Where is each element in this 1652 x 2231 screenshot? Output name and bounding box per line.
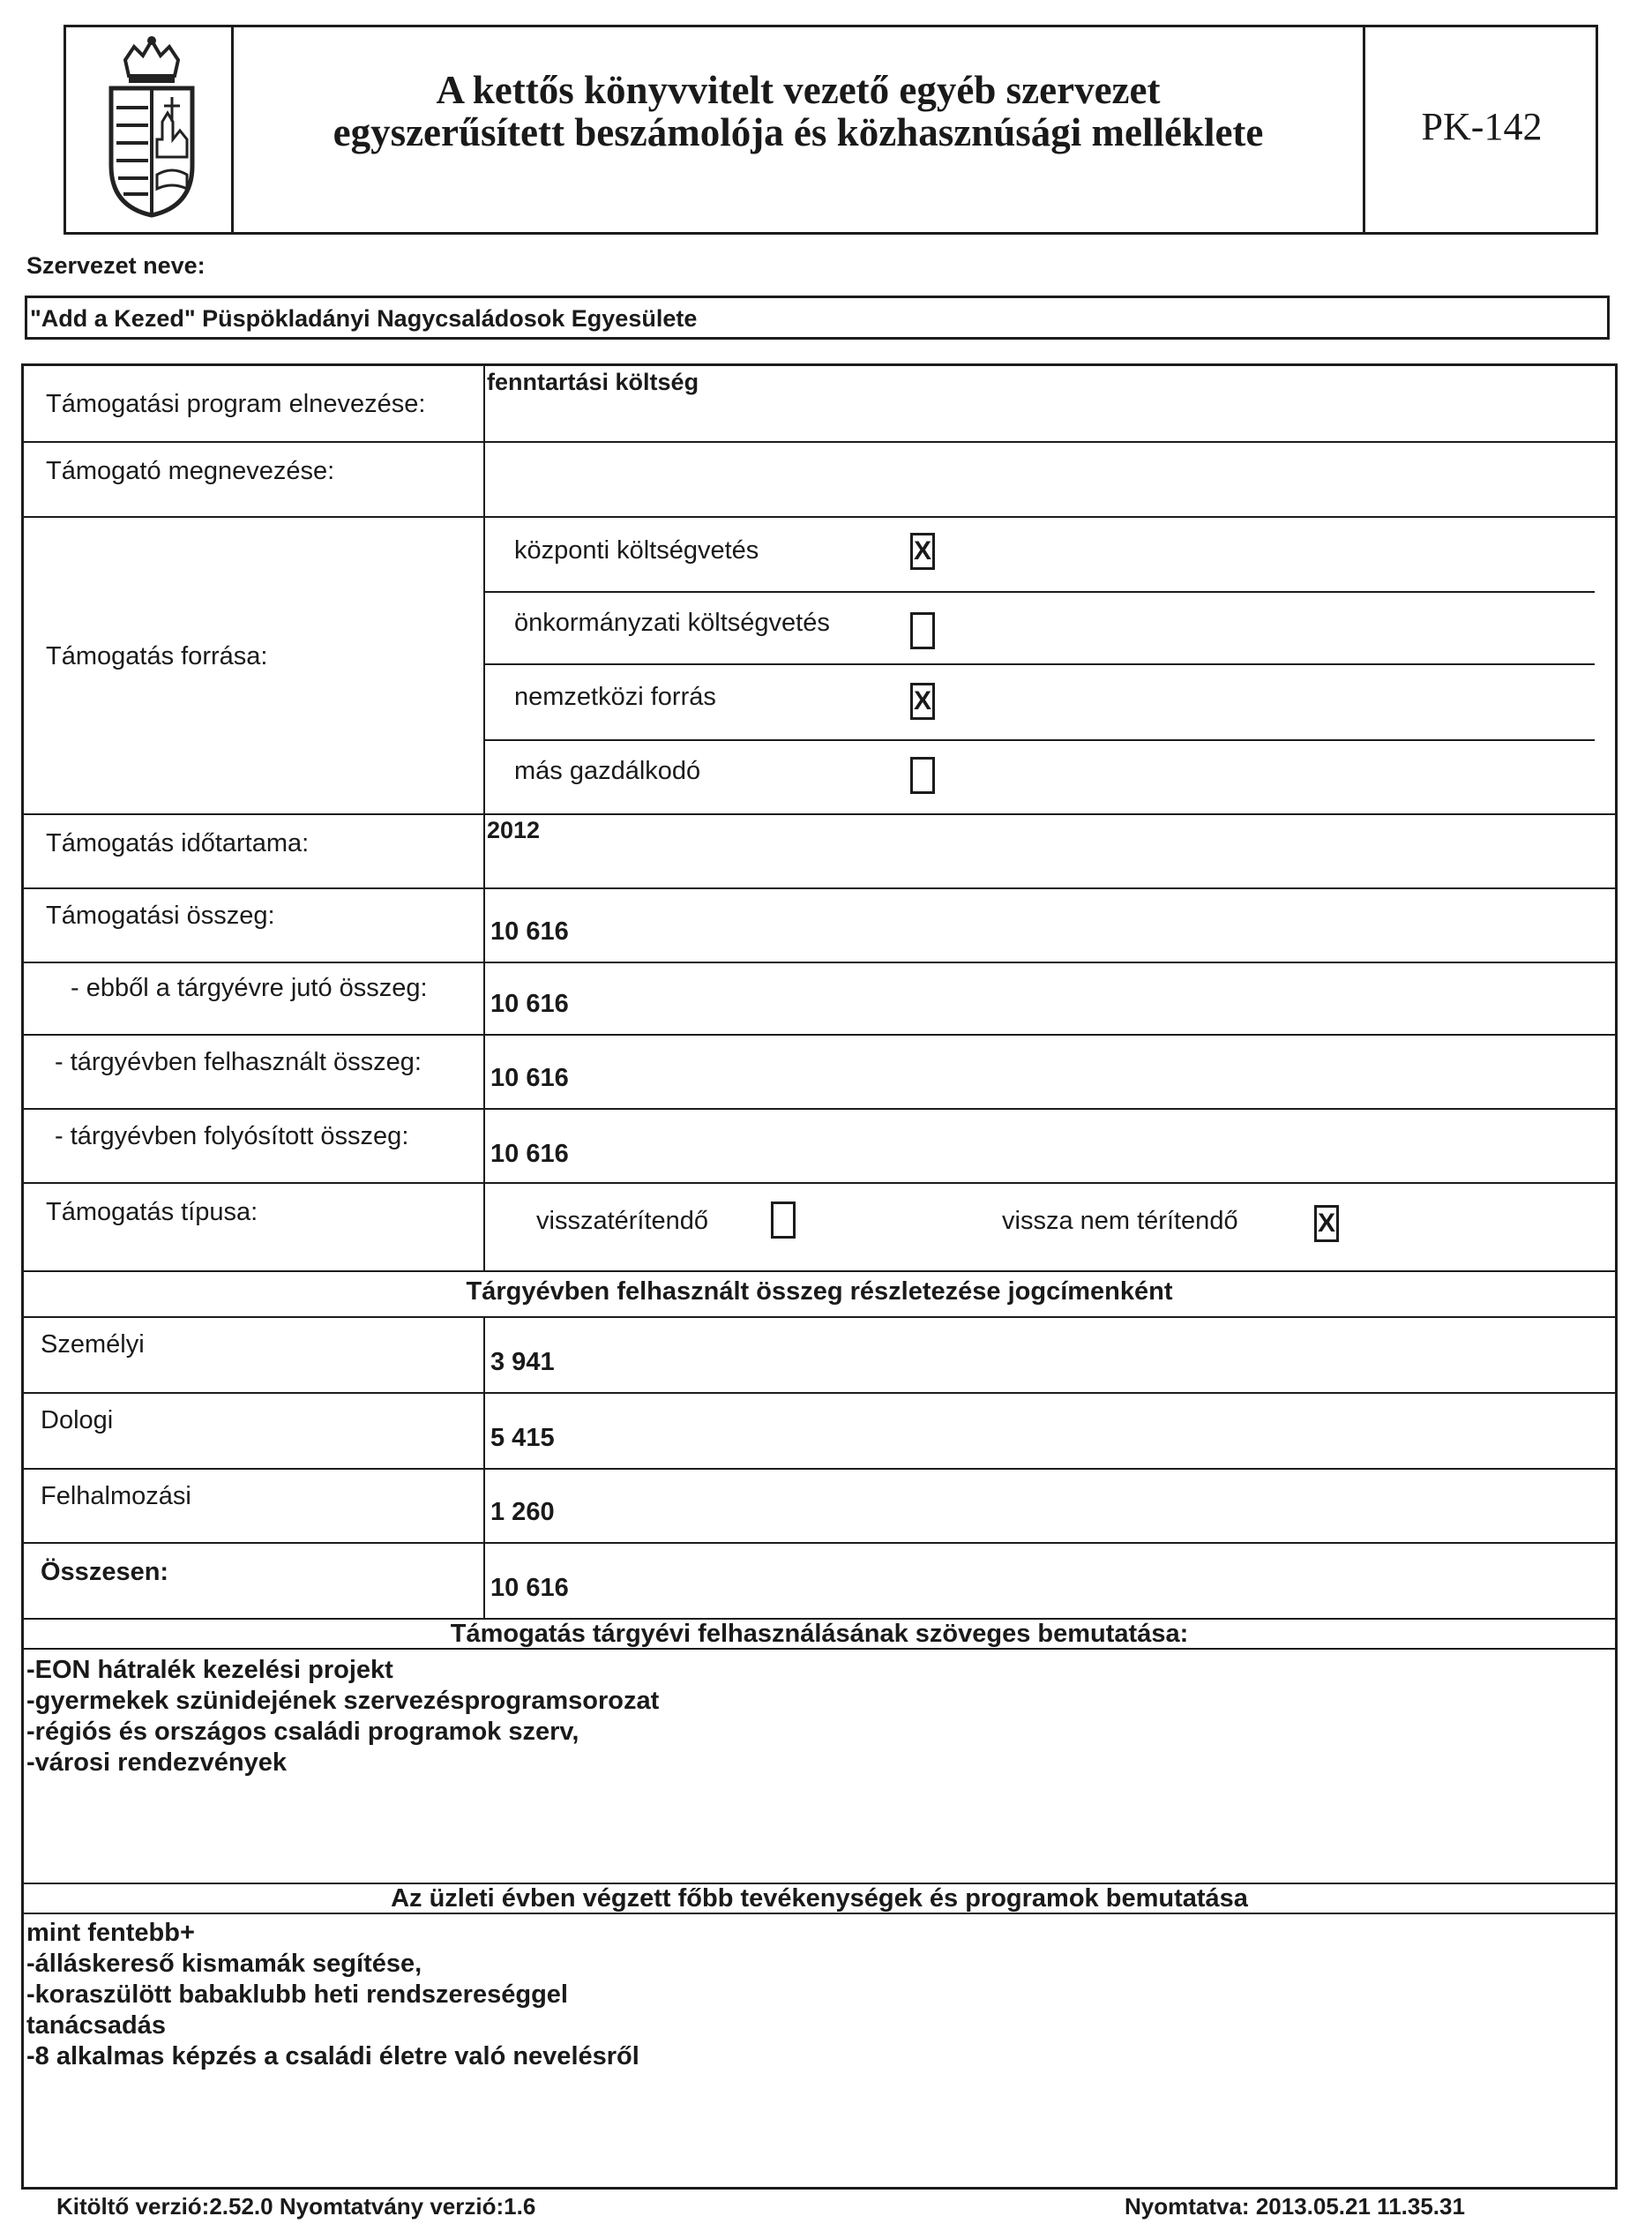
coat-of-arms-emblem xyxy=(99,34,205,221)
source-municipal-checkbox[interactable] xyxy=(910,612,935,649)
amount-label: Támogatási összeg: xyxy=(46,902,275,930)
activities-line: tanácsadás xyxy=(26,2011,166,2040)
activities-text xyxy=(26,1918,639,2072)
support-type-label: Támogatás típusa: xyxy=(46,1198,258,1226)
row-sep xyxy=(21,1270,1618,1272)
version-text: Kitöltő verzió:2.52.0 Nyomtatvány verzió:1.6 xyxy=(56,2193,536,2220)
source-label: Támogatás forrása: xyxy=(46,642,268,670)
usage-line: -gyermekek szünidejének szervezésprogramsorozat xyxy=(26,1687,660,1715)
breakdown-row-value: 5 415 xyxy=(490,1424,555,1452)
row-sep xyxy=(21,441,1618,443)
source-other-label: más gazdálkodó xyxy=(514,757,701,785)
activities-line: -koraszülött babaklubb heti rendszereséggel xyxy=(26,1980,568,2009)
source-central-label: központi költségvetés xyxy=(514,536,759,565)
amount-value: 10 616 xyxy=(490,917,569,946)
program-name-value: fenntartási költség xyxy=(487,369,699,395)
source-international-checkbox[interactable]: X xyxy=(910,683,935,720)
form-title-line2: egyszerűsített beszámolója és közhasznúsági melléklete xyxy=(333,110,1264,154)
row-sep xyxy=(21,1034,1618,1036)
disbursed-value: 10 616 xyxy=(490,1140,569,1168)
breakdown-row-label: Felhalmozási xyxy=(41,1482,191,1510)
row-sep xyxy=(21,1182,1618,1184)
row-sep xyxy=(21,1542,1618,1544)
org-name-value: "Add a Kezed" Püspökladányi Nagycsaládosok Egyesülete xyxy=(30,305,698,332)
form-title-line1: A kettős könyvvitelt vezető egyéb szervezet xyxy=(436,68,1161,112)
activities-heading: Az üzleti évben végzett főbb tevékenységek és programok bemutatása xyxy=(391,1884,1248,1913)
form-title xyxy=(238,69,1358,153)
breakdown-row-label: Dologi xyxy=(41,1406,114,1434)
breakdown-total-value: 10 616 xyxy=(490,1574,569,1602)
source-other-checkbox[interactable] xyxy=(910,757,935,794)
used-label: - tárgyévben felhasznált összeg: xyxy=(55,1048,422,1076)
activities-line: mint fentebb+ xyxy=(26,1919,195,1947)
year-amount-value: 10 616 xyxy=(490,990,569,1018)
label-value-divider-lower xyxy=(483,1316,485,1618)
activities-line: -álláskereső kismamák segítése, xyxy=(26,1950,422,1978)
row-sep xyxy=(21,516,1618,518)
breakdown-row-value: 3 941 xyxy=(490,1348,555,1376)
row-sep xyxy=(483,591,1595,593)
source-central-checkbox[interactable]: X xyxy=(910,533,935,570)
header-divider-left xyxy=(231,25,234,235)
disbursed-label: - tárgyévben folyósított összeg: xyxy=(55,1122,409,1150)
label-value-divider xyxy=(483,363,485,1272)
row-sep xyxy=(21,887,1618,889)
row-sep xyxy=(21,962,1618,963)
type-refundable-checkbox[interactable] xyxy=(771,1202,796,1239)
sponsor-label: Támogató megnevezése: xyxy=(46,457,335,485)
activities-line: -8 alkalmas képzés a családi életre való nevelésről xyxy=(26,2042,639,2070)
row-sep xyxy=(21,813,1618,815)
row-sep xyxy=(21,1392,1618,1394)
type-nonrefundable-label: vissza nem térítendő xyxy=(1002,1207,1238,1235)
used-value: 10 616 xyxy=(490,1064,569,1092)
row-sep xyxy=(21,1108,1618,1110)
breakdown-total-label: Összesen: xyxy=(41,1558,169,1586)
year-amount-label: - ebből a tárgyévre jutó összeg: xyxy=(71,974,428,1002)
source-municipal-label: önkormányzati költségvetés xyxy=(514,609,830,637)
usage-line: -városi rendezvények xyxy=(26,1748,287,1777)
breakdown-row-label: Személyi xyxy=(41,1330,145,1359)
duration-label: Támogatás időtartama: xyxy=(46,829,310,857)
usage-heading: Támogatás tárgyévi felhasználásának szöveges bemutatása: xyxy=(450,1620,1189,1648)
row-sep xyxy=(483,739,1595,741)
program-name-label: Támogatási program elnevezése: xyxy=(46,390,426,418)
usage-line: -EON hátralék kezelési projekt xyxy=(26,1656,393,1684)
row-sep xyxy=(21,1468,1618,1470)
form-code: PK-142 xyxy=(1421,105,1543,148)
usage-text xyxy=(26,1655,659,1778)
type-nonrefundable-checkbox[interactable]: X xyxy=(1314,1205,1339,1242)
row-sep xyxy=(21,1316,1618,1318)
breakdown-heading: Tárgyévben felhasznált összeg részletezése jogcímenként xyxy=(466,1277,1173,1306)
source-international-label: nemzetközi forrás xyxy=(514,683,716,711)
duration-value: 2012 xyxy=(487,817,541,843)
breakdown-row-value: 1 260 xyxy=(490,1498,555,1526)
printed-timestamp: Nyomtatva: 2013.05.21 11.35.31 xyxy=(1125,2193,1465,2220)
org-name-label: Szervezet neve: xyxy=(26,252,206,279)
row-sep xyxy=(483,663,1595,665)
type-refundable-label: visszatérítendő xyxy=(536,1207,709,1235)
usage-line: -régiós és országos családi programok szerv, xyxy=(26,1718,579,1746)
